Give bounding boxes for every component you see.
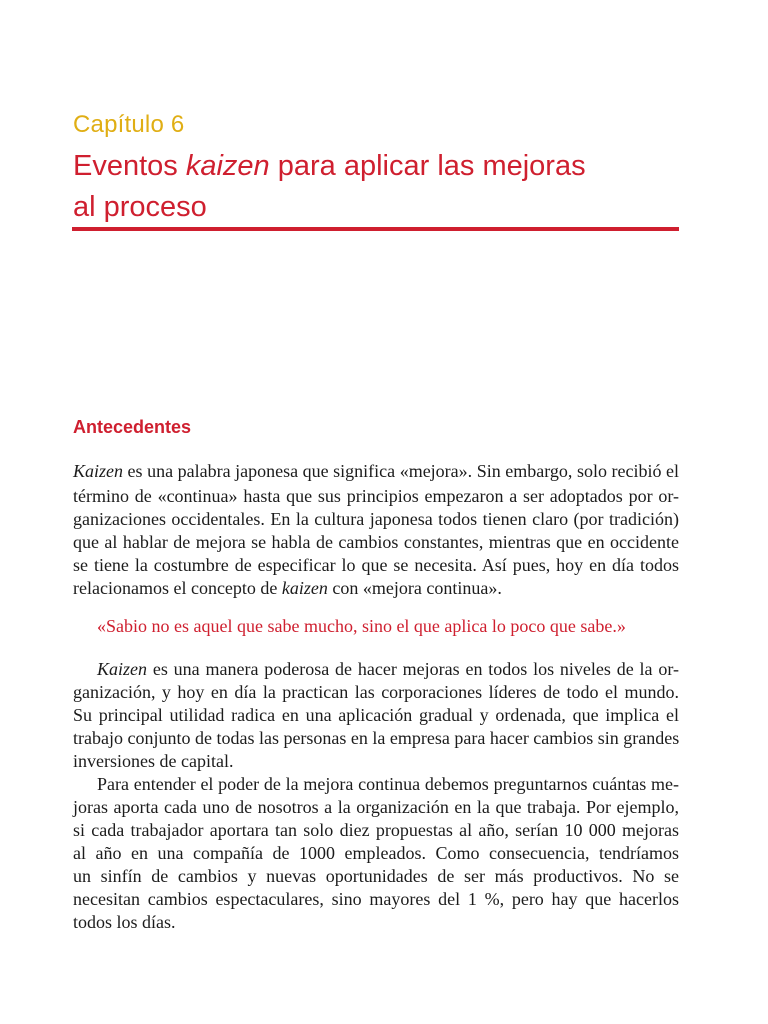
paragraph1-line: término de «continua» hasta que sus principios empezaron a ser adoptados por or- — [73, 486, 679, 506]
chapter-title-part1: Eventos — [73, 150, 186, 182]
paragraph3-line: si cada trabajador aportara tan solo diez propuestas al año, serían 10 000 mejoras — [73, 820, 679, 840]
line-text: relacionamos el concepto de — [73, 578, 282, 598]
title-rule — [72, 227, 679, 231]
paragraph2-line: Su principal utilidad radica en una aplicación gradual y ordenada, que implica el — [73, 705, 679, 725]
paragraph1-line: se tiene la costumbre de especificar lo que se necesita. Así pues, hoy en día todos — [73, 555, 679, 575]
paragraph3-line: necesitan cambios espectaculares, sino mayores del 1 %, pero hay que hacerlos — [73, 889, 679, 909]
paragraph1-line — [73, 461, 679, 482]
paragraph1-line: que al hablar de mejora se habla de cambios constantes, mientras que en occidente — [73, 532, 679, 552]
italic-term: Kaizen — [73, 461, 124, 481]
line-text: con «mejora continua». — [327, 578, 502, 598]
chapter-label: Capítulo 6 — [73, 111, 185, 138]
paragraph3-line: al año en una compañía de 1000 empleados. Como consecuencia, tendríamos — [73, 843, 679, 863]
paragraph3-line: todos los días. — [73, 912, 176, 932]
section-heading: Antecedentes — [73, 417, 192, 437]
paragraph1-line — [73, 578, 679, 599]
paragraph2-line: inversiones de capital. — [73, 751, 234, 771]
line-text: es una palabra japonesa que significa «mejora». Sin embargo, solo recibió el — [123, 461, 679, 481]
chapter-title-part2: para aplicar las mejoras — [269, 150, 586, 182]
chapter-title-italic: kaizen — [185, 150, 270, 182]
paragraph3-line: joras aporta cada uno de nosotros a la organización en la que trabaja. Por ejemplo, — [73, 797, 679, 817]
line-text: es una manera poderosa de hacer mejoras en todos los niveles de la or- — [147, 659, 679, 679]
paragraph2-line: ganización, y hoy en día la practican las corporaciones líderes de todo el mundo. — [73, 682, 679, 702]
chapter-title-line2: al proceso — [73, 191, 207, 223]
paragraph2-line — [97, 659, 679, 680]
paragraph1-line: ganizaciones occidentales. En la cultura japonesa todos tienen claro (por tradición) — [73, 509, 679, 529]
italic-term: kaizen — [281, 578, 328, 598]
paragraph3-line: un sinfín de cambios y nuevas oportunidades de ser más productivos. No se — [73, 866, 679, 886]
italic-term: Kaizen — [97, 659, 148, 679]
paragraph2-line: trabajo conjunto de todas las personas en la empresa para hacer cambios sin grandes — [73, 728, 680, 748]
chapter-title — [73, 146, 693, 228]
paragraph3-line: Para entender el poder de la mejora continua debemos preguntarnos cuántas me- — [97, 774, 679, 794]
pull-quote: «Sabio no es aquel que sabe mucho, sino el que aplica lo poco que sabe.» — [97, 616, 626, 636]
